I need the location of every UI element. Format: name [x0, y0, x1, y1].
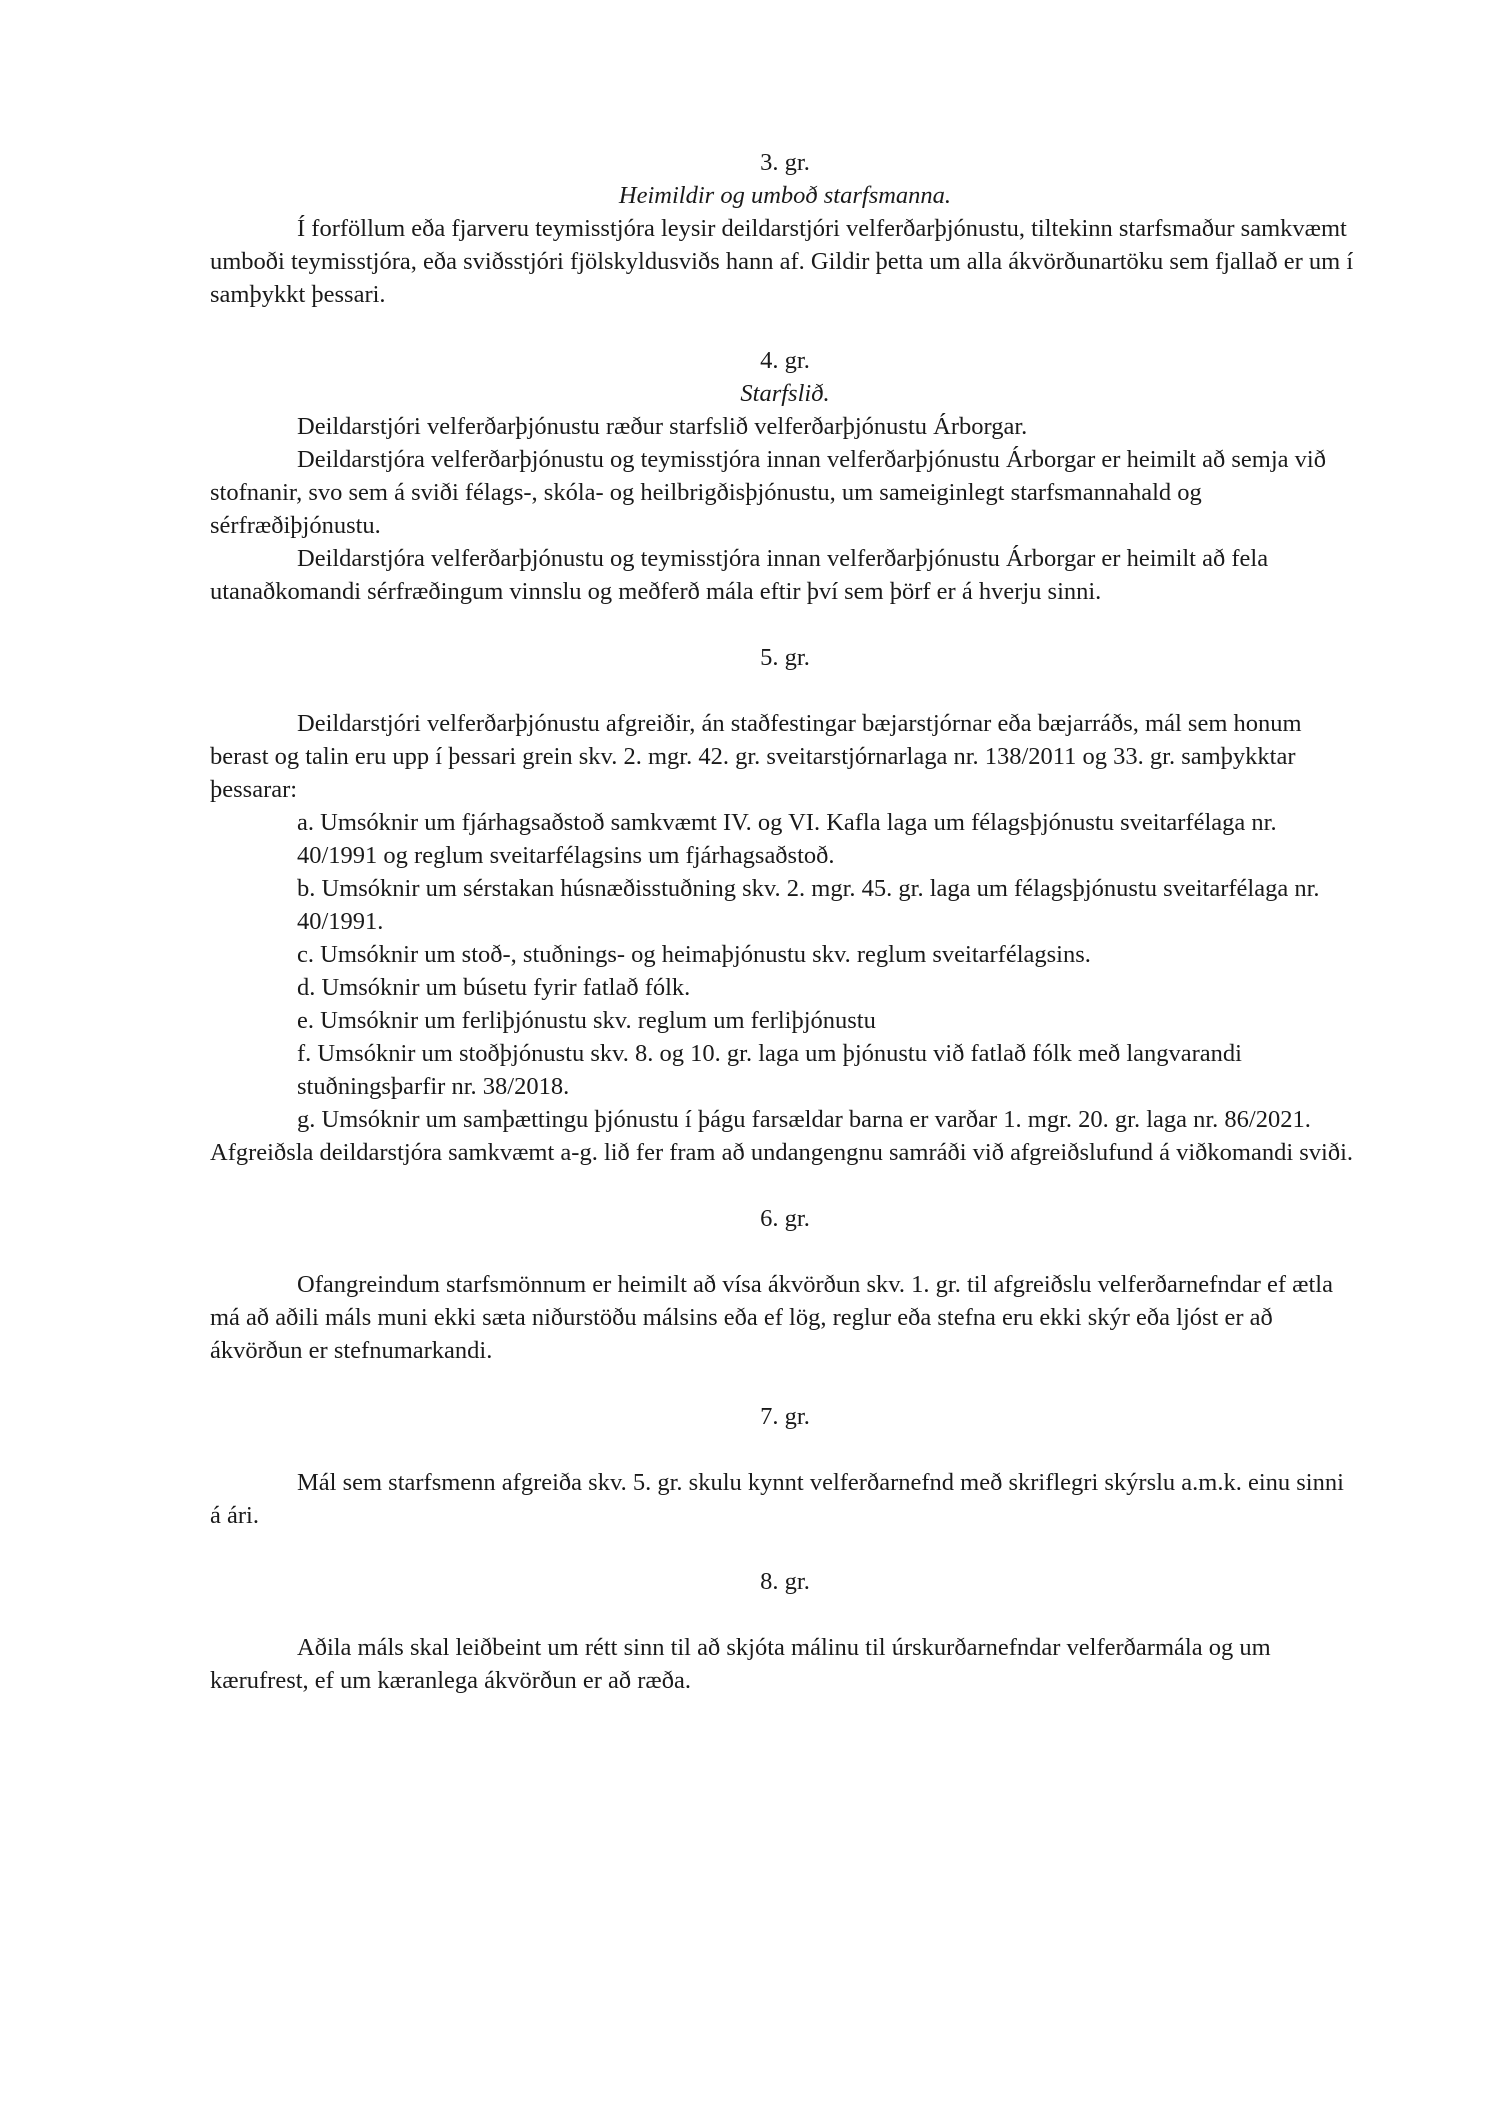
article-number: 3. gr.	[760, 149, 810, 176]
article-paragraph: Deildarstjóra velferðarþjónustu og teymisstjóra innan velferðarþjónustu Árborgar er heimilt að semja við stofnanir, svo sem á sviði félags-, skóla- og heilbrigðisþjónustu, um sameiginlegt starfsmannahald og sérfræðiþjónustu.	[210, 446, 1326, 539]
article-5	[210, 641, 1360, 1169]
article-paragraph: Deildarstjóri velferðarþjónustu ræður starfslið velferðarþjónustu Árborgar.	[297, 413, 1028, 440]
article-title: Heimildir og umboð starfsmanna.	[618, 182, 952, 209]
list-item: b. Umsóknir um sérstakan húsnæðisstuðning skv. 2. mgr. 45. gr. laga um félagsþjónustu sveitarfélaga nr. 40/1991.	[297, 875, 1320, 935]
article-paragraph: Mál sem starfsmenn afgreiða skv. 5. gr. skulu kynnt velferðarnefnd með skriflegri skýrslu a.m.k. einu sinni á ári.	[210, 1469, 1344, 1529]
article-number: 4. gr.	[760, 347, 810, 374]
article-number: 8. gr.	[760, 1568, 810, 1595]
article-paragraph: Ofangreindum starfsmönnum er heimilt að vísa ákvörðun skv. 1. gr. til afgreiðslu velferðarnefndar ef ætla má að aðili máls muni ekki sæta niðurstöðu málsins eða ef lög, reglur eða stefna eru ekki skýr eða ljóst er að ákvörðun er stefnumarkandi.	[210, 1271, 1333, 1364]
list-item: e. Umsóknir um ferliþjónustu skv. reglum um ferliþjónustu	[297, 1007, 876, 1034]
article-number: 6. gr.	[760, 1205, 810, 1232]
list-item: f. Umsóknir um stoðþjónustu skv. 8. og 10. gr. laga um þjónustu við fatlað fólk með langvarandi stuðningsþarfir nr. 38/2018.	[297, 1040, 1242, 1100]
article-paragraph: Deildarstjóra velferðarþjónustu og teymisstjóra innan velferðarþjónustu Árborgar er heimilt að fela utanaðkomandi sérfræðingum vinnslu og meðferð mála eftir því sem þörf er á hverju sinni.	[210, 545, 1269, 605]
article-8	[210, 1565, 1360, 1697]
article-paragraph: Í forföllum eða fjarveru teymisstjóra leysir deildarstjóri velferðarþjónustu, tiltekinn starfsmaður samkvæmt umboði teymisstjóra, eða sviðsstjóri fjölskyldusviðs hann af. Gildir þetta um alla ákvörðunartöku sem fjallað er um í samþykkt þessari.	[210, 215, 1354, 308]
article-paragraph: Aðila máls skal leiðbeint um rétt sinn til að skjóta málinu til úrskurðarnefndar velferðarmála og um kærufrest, ef um kæranlega ákvörðun er að ræða.	[210, 1634, 1271, 1694]
document-page	[210, 146, 1360, 1697]
list-item: a. Umsóknir um fjárhagsaðstoð samkvæmt IV. og VI. Kafla laga um félagsþjónustu sveitarfélaga nr. 40/1991 og reglum sveitarfélagsins um fjárhagsaðstoð.	[297, 809, 1277, 869]
article-number: 5. gr.	[760, 644, 810, 671]
article-4	[210, 344, 1360, 608]
article-3	[210, 146, 1360, 311]
article-paragraph: Afgreiðsla deildarstjóra samkvæmt a-g. lið fer fram að undangengnu samráði við afgreiðslufund á viðkomandi sviði.	[210, 1139, 1354, 1166]
article-7	[210, 1400, 1360, 1532]
article-title: Starfslið.	[740, 380, 830, 407]
list-item: g. Umsóknir um samþættingu þjónustu í þágu farsældar barna er varðar 1. mgr. 20. gr. laga nr. 86/2021.	[297, 1106, 1311, 1133]
article-6	[210, 1202, 1360, 1367]
list-item: d. Umsóknir um búsetu fyrir fatlað fólk.	[297, 974, 691, 1001]
article-number: 7. gr.	[760, 1403, 810, 1430]
list-item: c. Umsóknir um stoð-, stuðnings- og heimaþjónustu skv. reglum sveitarfélagsins.	[297, 941, 1091, 968]
article-paragraph: Deildarstjóri velferðarþjónustu afgreiðir, án staðfestingar bæjarstjórnar eða bæjarráðs, mál sem honum berast og talin eru upp í þessari grein skv. 2. mgr. 42. gr. sveitarstjórnarlaga nr. 138/2011 og 33. gr. samþykktar þessarar:	[210, 710, 1302, 803]
